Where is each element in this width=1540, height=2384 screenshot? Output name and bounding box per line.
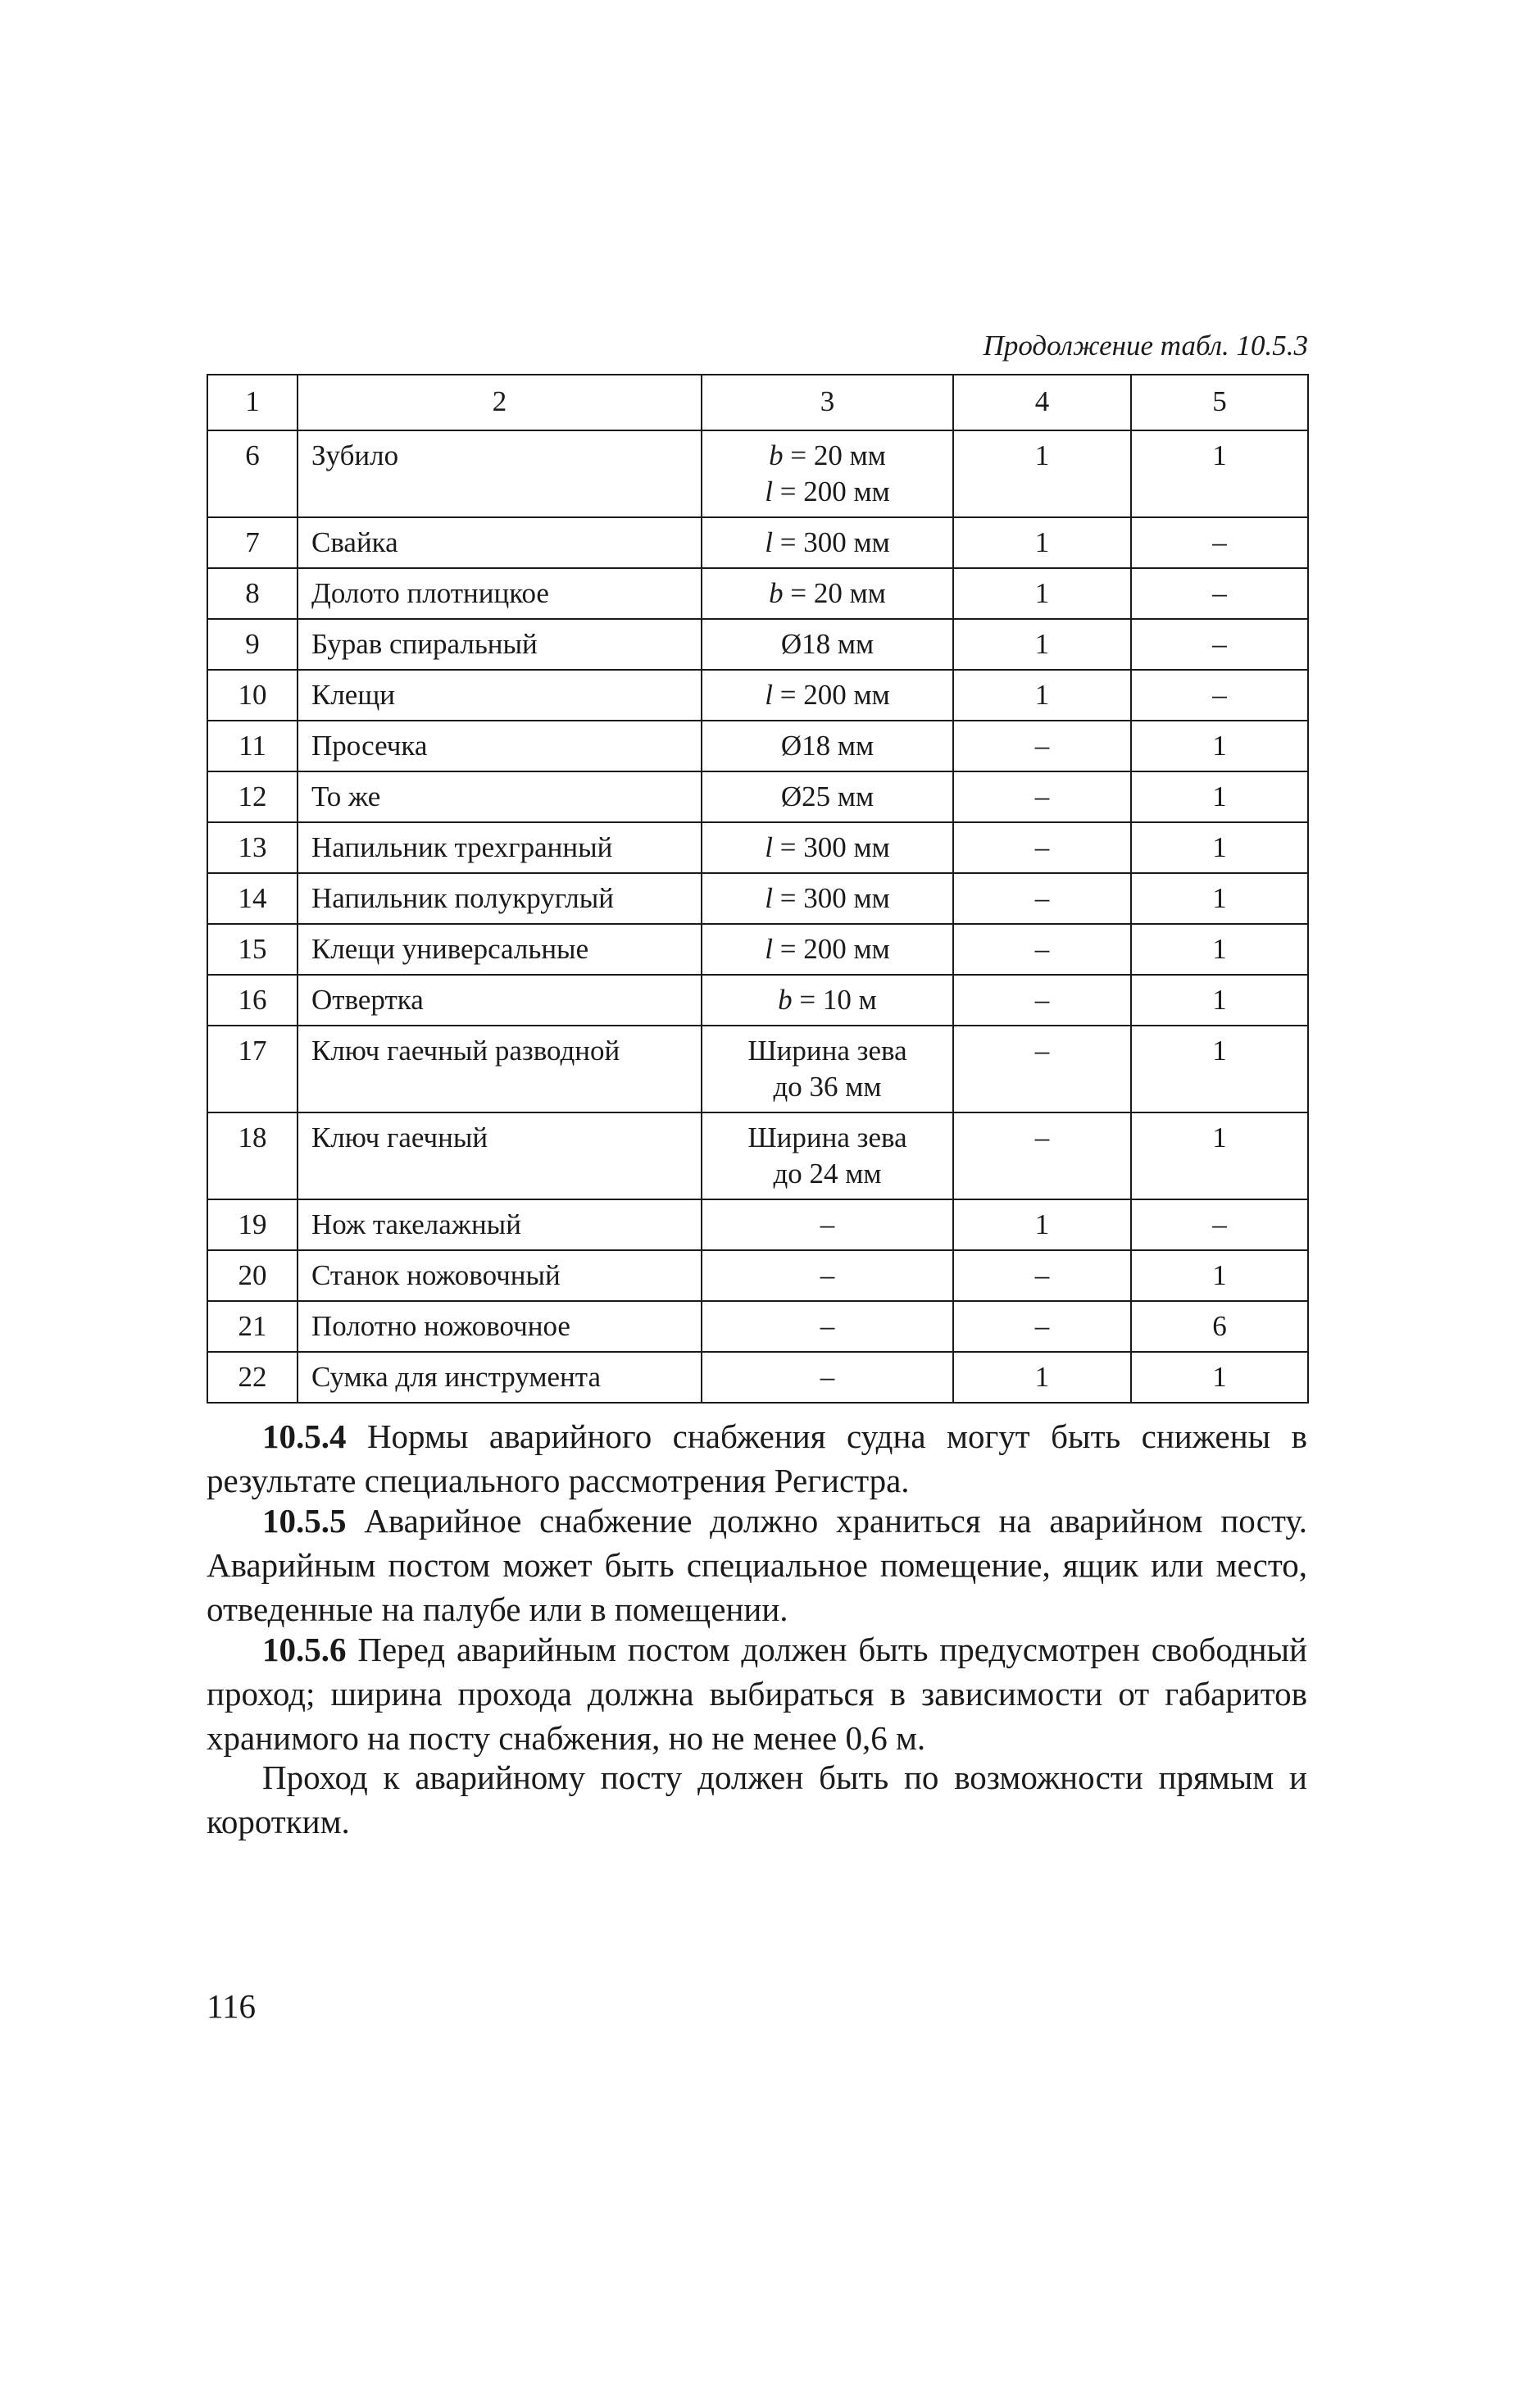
spec-line [702, 1207, 952, 1243]
column-4-cell: – [953, 822, 1131, 873]
column-5-cell: – [1131, 670, 1308, 721]
paragraph-text: Проход к аварийному посту должен быть по возможности прямым и коротким. [207, 1758, 1307, 1840]
column-5-cell: – [1131, 619, 1308, 670]
table-row [207, 430, 1308, 517]
column-5-cell: – [1131, 517, 1308, 568]
spec-value: Ø25 мм [780, 780, 874, 812]
row-number-cell: 15 [207, 924, 298, 975]
spec-cell [702, 721, 953, 771]
spec-value: = 20 мм [783, 577, 886, 609]
column-5-cell: 1 [1131, 1250, 1308, 1301]
column-5-cell: 1 [1131, 1026, 1308, 1112]
spec-line [702, 626, 952, 662]
tool-name-cell: То же [298, 771, 702, 822]
paragraph-text: Нормы аварийного снабжения судна могут быть снижены в результате специального рассмотрения Регистра. [207, 1417, 1307, 1499]
spec-variable: b [778, 984, 793, 1016]
tool-name-cell: Нож такелажный [298, 1199, 702, 1250]
column-5-cell: – [1131, 568, 1308, 619]
row-number-cell: 21 [207, 1301, 298, 1352]
paragraph [207, 1499, 1307, 1631]
table-row [207, 975, 1308, 1026]
header-cell: 1 [207, 375, 298, 430]
spec-line [702, 880, 952, 917]
column-4-cell: 1 [953, 670, 1131, 721]
spec-value: = 300 мм [772, 882, 890, 914]
spec-line [702, 1033, 952, 1069]
table-row [207, 619, 1308, 670]
tool-name-cell: Сумка для инструмента [298, 1352, 702, 1403]
table-body [207, 430, 1308, 1403]
paragraph [207, 1414, 1307, 1503]
spec-value: – [820, 1310, 835, 1342]
column-4-cell: 1 [953, 517, 1131, 568]
table-row [207, 670, 1308, 721]
column-5-cell: 1 [1131, 873, 1308, 924]
table-row [207, 1112, 1308, 1199]
column-4-cell: – [953, 1301, 1131, 1352]
spec-line [702, 1308, 952, 1344]
table-row [207, 924, 1308, 975]
table-row [207, 721, 1308, 771]
spec-cell [702, 1250, 953, 1301]
tool-name-cell: Просечка [298, 721, 702, 771]
spec-line [702, 830, 952, 866]
column-4-cell: – [953, 1250, 1131, 1301]
section-number: 10.5.4 [262, 1417, 347, 1455]
tools-table [207, 374, 1309, 1404]
spec-value: Ширина зева [747, 1035, 907, 1067]
spec-line [702, 779, 952, 815]
spec-line [702, 1120, 952, 1156]
spec-line [702, 576, 952, 612]
row-number-cell: 18 [207, 1112, 298, 1199]
spec-line [702, 931, 952, 967]
spec-cell [702, 1352, 953, 1403]
row-number-cell: 14 [207, 873, 298, 924]
spec-line [702, 474, 952, 510]
spec-line [702, 1156, 952, 1192]
spec-value: = 300 мм [772, 831, 890, 863]
column-5-cell: 1 [1131, 771, 1308, 822]
spec-value: = 200 мм [772, 933, 890, 965]
row-number-cell: 16 [207, 975, 298, 1026]
row-number-cell: 20 [207, 1250, 298, 1301]
paragraph-text: Аварийное снабжение должно храниться на аварийном посту. Аварийным постом может быть специальное помещение, ящик или место, отведенные на палубе или в помещении. [207, 1502, 1307, 1628]
tool-name-cell: Напильник трехгранный [298, 822, 702, 873]
spec-variable: l [765, 526, 773, 558]
tool-name-cell: Станок ножовочный [298, 1250, 702, 1301]
spec-line [702, 1069, 952, 1105]
column-4-cell: 1 [953, 430, 1131, 517]
row-number-cell: 6 [207, 430, 298, 517]
column-4-cell: – [953, 975, 1131, 1026]
row-number-cell: 9 [207, 619, 298, 670]
spec-cell [702, 924, 953, 975]
column-4-cell: – [953, 1026, 1131, 1112]
header-cell: 5 [1131, 375, 1308, 430]
spec-value: – [820, 1259, 835, 1291]
spec-value: Ø18 мм [780, 730, 874, 762]
column-5-cell: 1 [1131, 1112, 1308, 1199]
column-4-cell: 1 [953, 1199, 1131, 1250]
spec-cell [702, 975, 953, 1026]
spec-cell [702, 822, 953, 873]
table-row [207, 822, 1308, 873]
spec-value: = 20 мм [783, 439, 886, 471]
column-5-cell: 1 [1131, 1352, 1308, 1403]
row-number-cell: 17 [207, 1026, 298, 1112]
column-5-cell: 6 [1131, 1301, 1308, 1352]
spec-cell [702, 568, 953, 619]
table-row [207, 1352, 1308, 1403]
column-5-cell: – [1131, 1199, 1308, 1250]
column-5-cell: 1 [1131, 430, 1308, 517]
table-row [207, 873, 1308, 924]
spec-cell [702, 1026, 953, 1112]
spec-cell [702, 1199, 953, 1250]
header-cell: 2 [298, 375, 702, 430]
table-row [207, 1250, 1308, 1301]
spec-value: = 200 мм [772, 679, 890, 711]
column-4-cell: – [953, 1112, 1131, 1199]
spec-value: = 200 мм [772, 475, 890, 507]
spec-value: – [820, 1361, 835, 1393]
column-4-cell: 1 [953, 1352, 1131, 1403]
table-header-row [207, 375, 1308, 430]
spec-line [702, 438, 952, 474]
spec-variable: l [765, 882, 773, 914]
spec-value: – [820, 1208, 835, 1240]
row-number-cell: 10 [207, 670, 298, 721]
spec-line [702, 525, 952, 561]
row-number-cell: 7 [207, 517, 298, 568]
column-5-cell: 1 [1131, 924, 1308, 975]
table-row [207, 1199, 1308, 1250]
tool-name-cell: Зубило [298, 430, 702, 517]
spec-value: = 300 мм [772, 526, 890, 558]
column-4-cell: – [953, 873, 1131, 924]
column-4-cell: – [953, 924, 1131, 975]
table-row [207, 1301, 1308, 1352]
spec-line [702, 1359, 952, 1395]
spec-cell [702, 619, 953, 670]
spec-variable: l [765, 933, 773, 965]
spec-value: до 36 мм [773, 1071, 882, 1103]
spec-cell [702, 430, 953, 517]
spec-value: Ширина зева [747, 1121, 907, 1153]
spec-cell [702, 873, 953, 924]
row-number-cell: 22 [207, 1352, 298, 1403]
spec-cell [702, 1112, 953, 1199]
tool-name-cell: Долото плотницкое [298, 568, 702, 619]
paragraph [207, 1755, 1307, 1844]
row-number-cell: 12 [207, 771, 298, 822]
tool-name-cell: Ключ гаечный разводной [298, 1026, 702, 1112]
spec-cell [702, 1301, 953, 1352]
spec-value: до 24 мм [773, 1158, 882, 1190]
spec-cell [702, 517, 953, 568]
page-number: 116 [207, 1987, 256, 2025]
header-cell: 4 [953, 375, 1131, 430]
section-number: 10.5.6 [262, 1631, 347, 1668]
spec-cell [702, 670, 953, 721]
spec-variable: l [765, 475, 773, 507]
spec-variable: b [769, 439, 784, 471]
table-row [207, 517, 1308, 568]
spec-cell [702, 771, 953, 822]
tool-name-cell: Свайка [298, 517, 702, 568]
spec-line [702, 728, 952, 764]
table-row [207, 568, 1308, 619]
header-cell: 3 [702, 375, 953, 430]
column-5-cell: 1 [1131, 822, 1308, 873]
tool-name-cell: Клещи универсальные [298, 924, 702, 975]
table-caption: Продолжение табл. 10.5.3 [983, 330, 1308, 362]
spec-variable: b [769, 577, 784, 609]
tool-name-cell: Ключ гаечный [298, 1112, 702, 1199]
column-4-cell: – [953, 721, 1131, 771]
tool-name-cell: Напильник полукруглый [298, 873, 702, 924]
column-5-cell: 1 [1131, 975, 1308, 1026]
row-number-cell: 13 [207, 822, 298, 873]
column-5-cell: 1 [1131, 721, 1308, 771]
tool-name-cell: Клещи [298, 670, 702, 721]
spec-line [702, 1258, 952, 1294]
spec-value: = 10 м [792, 984, 877, 1016]
row-number-cell: 11 [207, 721, 298, 771]
tool-name-cell: Отвертка [298, 975, 702, 1026]
table-row [207, 771, 1308, 822]
paragraph [207, 1627, 1307, 1760]
paragraph-text: Перед аварийным постом должен быть предусмотрен свободный проход; ширина прохода должна выбираться в зависимости от габаритов хранимого на посту снабжения, но не менее 0,6 м. [207, 1631, 1307, 1757]
column-4-cell: – [953, 771, 1131, 822]
spec-variable: l [765, 679, 773, 711]
column-4-cell: 1 [953, 568, 1131, 619]
row-number-cell: 8 [207, 568, 298, 619]
column-4-cell: 1 [953, 619, 1131, 670]
spec-line [702, 982, 952, 1018]
spec-line [702, 677, 952, 713]
tool-name-cell: Бурав спиральный [298, 619, 702, 670]
table-row [207, 1026, 1308, 1112]
spec-variable: l [765, 831, 773, 863]
spec-value: Ø18 мм [780, 628, 874, 660]
row-number-cell: 19 [207, 1199, 298, 1250]
tool-name-cell: Полотно ножовочное [298, 1301, 702, 1352]
section-number: 10.5.5 [262, 1502, 347, 1540]
